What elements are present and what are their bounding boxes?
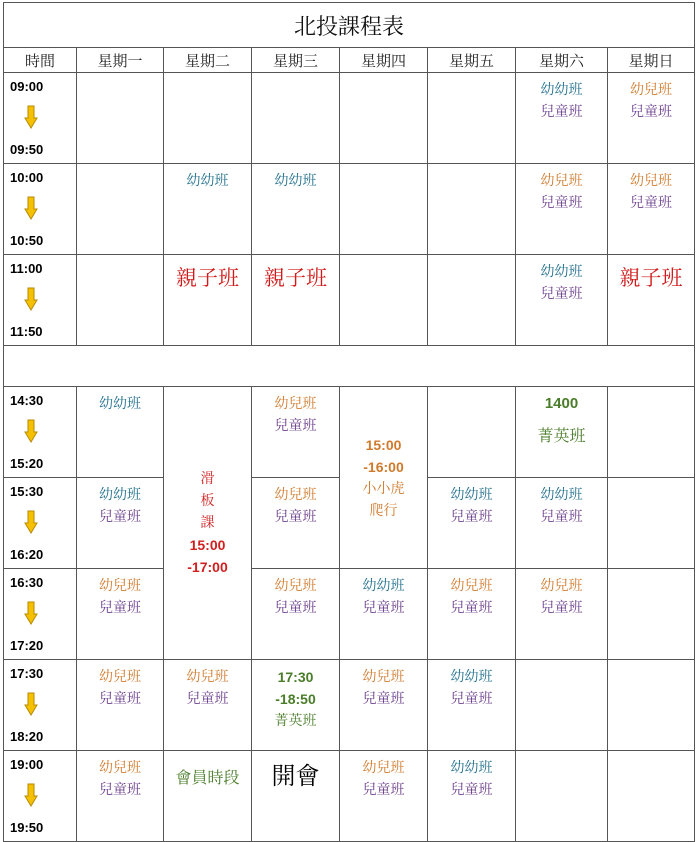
class-cell	[516, 478, 608, 569]
class-label: 兒童班	[274, 600, 317, 616]
slot-start-time: 15:30	[10, 484, 44, 499]
class-cell	[164, 255, 252, 346]
cell-empty	[608, 751, 695, 842]
class-label: 菁英班	[274, 713, 317, 729]
header-wednesday: 星期三	[252, 48, 340, 73]
cell-empty	[340, 164, 428, 255]
slot-end-time: 09:50	[10, 142, 44, 157]
class-cell	[77, 660, 164, 751]
class-label: 開會	[271, 762, 320, 790]
class-label: 幼幼班	[362, 578, 405, 594]
class-label: 兒童班	[540, 104, 583, 120]
time-slot	[4, 751, 77, 842]
header-tuesday: 星期二	[164, 48, 252, 73]
class-cell	[252, 255, 340, 346]
class-label: 兒童班	[99, 782, 141, 798]
class-label: 板	[200, 493, 215, 509]
class-label: 幼兒班	[99, 669, 141, 685]
cell-empty	[608, 387, 695, 478]
cell-empty	[77, 255, 164, 346]
slot-start-time: 19:00	[10, 757, 44, 772]
header-sunday: 星期日	[608, 48, 695, 73]
break-row	[4, 346, 695, 387]
class-label: 幼兒班	[186, 669, 229, 685]
class-cell	[428, 660, 516, 751]
class-label: 幼幼班	[450, 669, 493, 685]
class-label: 滑	[200, 471, 215, 487]
cell-empty	[516, 660, 608, 751]
class-label: 幼兒班	[274, 396, 317, 412]
class-label: 幼兒班	[274, 578, 317, 594]
class-cell	[252, 387, 340, 478]
class-label: 幼幼班	[99, 396, 141, 412]
class-time: -16:00	[363, 458, 404, 475]
header-time: 時間	[4, 48, 77, 73]
class-label: 親子班	[176, 266, 239, 290]
time-slot	[4, 569, 77, 660]
class-cell	[516, 164, 608, 255]
class-label: 兒童班	[450, 782, 493, 798]
time-slot	[4, 73, 77, 164]
slot-start-time: 11:00	[10, 261, 43, 276]
page-title: 北投課程表	[4, 3, 695, 48]
slot-end-time: 17:20	[10, 638, 44, 653]
class-time: -17:00	[187, 559, 228, 575]
class-label: 兒童班	[362, 600, 405, 616]
header-friday: 星期五	[428, 48, 516, 73]
skateboard-class-cell	[164, 387, 252, 660]
time-slot	[4, 478, 77, 569]
class-label: 親子班	[619, 266, 683, 290]
class-label: 幼幼班	[186, 173, 229, 189]
schedule-table	[3, 2, 695, 842]
cell-empty	[77, 164, 164, 255]
class-label: 幼兒班	[630, 173, 672, 189]
down-arrow-icon	[24, 105, 38, 129]
class-label: 幼幼班	[99, 487, 141, 503]
slot-start-time: 09:00	[10, 79, 44, 94]
class-label: 兒童班	[186, 691, 229, 707]
slot-end-time: 11:50	[10, 324, 43, 339]
class-time: 15:00	[365, 436, 402, 453]
class-cell	[608, 73, 695, 164]
down-arrow-icon	[24, 783, 38, 807]
class-label: 兒童班	[362, 782, 405, 798]
slot-start-time: 16:30	[10, 575, 44, 590]
class-label: 幼幼班	[274, 173, 317, 189]
class-cell	[340, 751, 428, 842]
class-label: 兒童班	[630, 195, 672, 211]
class-cell	[516, 387, 608, 478]
cell-empty	[428, 164, 516, 255]
class-label: 幼幼班	[540, 82, 583, 98]
class-cell	[77, 751, 164, 842]
class-cell	[516, 255, 608, 346]
slot-end-time: 15:20	[10, 456, 44, 471]
class-label: 幼兒班	[99, 578, 141, 594]
cell-empty	[164, 73, 252, 164]
class-cell	[77, 387, 164, 478]
class-cell	[77, 478, 164, 569]
crawl-class-cell	[340, 387, 428, 569]
class-label: 會員時段	[175, 768, 240, 787]
class-label: 兒童班	[450, 509, 493, 525]
class-label: 幼兒班	[362, 760, 405, 776]
class-cell	[164, 164, 252, 255]
cell-empty	[608, 569, 695, 660]
class-cell	[252, 660, 340, 751]
class-label: 親子班	[264, 266, 327, 290]
class-label: 兒童班	[99, 509, 141, 525]
down-arrow-icon	[24, 692, 38, 716]
slot-start-time: 10:00	[10, 170, 44, 185]
class-time: 1400	[544, 395, 579, 412]
cell-empty	[252, 73, 340, 164]
class-label: 菁英班	[537, 426, 586, 445]
class-label: 幼幼班	[540, 487, 583, 503]
class-label: 幼兒班	[540, 173, 583, 189]
class-label: 幼兒班	[450, 578, 493, 594]
class-cell	[608, 164, 695, 255]
class-label: 幼兒班	[99, 760, 141, 776]
class-cell	[516, 73, 608, 164]
class-cell	[252, 751, 340, 842]
class-cell	[428, 751, 516, 842]
class-label: 幼幼班	[540, 264, 583, 280]
cell-empty	[608, 660, 695, 751]
cell-empty	[77, 73, 164, 164]
cell-empty	[428, 387, 516, 478]
class-cell	[252, 569, 340, 660]
class-cell	[252, 478, 340, 569]
time-slot	[4, 660, 77, 751]
down-arrow-icon	[24, 287, 38, 311]
header-thursday: 星期四	[340, 48, 428, 73]
class-label: 爬行	[369, 502, 398, 519]
class-cell	[516, 569, 608, 660]
class-cell	[340, 569, 428, 660]
class-label: 幼兒班	[540, 578, 583, 594]
header-monday: 星期一	[77, 48, 164, 73]
time-slot	[4, 164, 77, 255]
down-arrow-icon	[24, 510, 38, 534]
down-arrow-icon	[24, 419, 38, 443]
class-label: 兒童班	[99, 600, 141, 616]
cell-empty	[340, 255, 428, 346]
class-label: 兒童班	[450, 600, 493, 616]
cell-empty	[516, 751, 608, 842]
class-label: 兒童班	[274, 418, 317, 434]
class-cell	[428, 569, 516, 660]
class-label: 幼幼班	[450, 487, 493, 503]
slot-end-time: 16:20	[10, 547, 44, 562]
class-cell	[340, 660, 428, 751]
down-arrow-icon	[24, 196, 38, 220]
class-label: 幼兒班	[362, 669, 405, 685]
class-label: 兒童班	[99, 691, 141, 707]
class-label: 兒童班	[274, 509, 317, 525]
class-time: 17:30	[277, 669, 314, 685]
time-slot	[4, 255, 77, 346]
class-label: 幼兒班	[630, 82, 672, 98]
class-label: 兒童班	[450, 691, 493, 707]
slot-start-time: 14:30	[10, 393, 44, 408]
down-arrow-icon	[24, 601, 38, 625]
class-label: 兒童班	[540, 286, 583, 302]
class-cell	[164, 751, 252, 842]
class-label: 小小虎	[362, 480, 405, 497]
class-label: 幼幼班	[450, 760, 493, 776]
slot-end-time: 19:50	[10, 820, 44, 835]
class-label: 兒童班	[540, 195, 583, 211]
class-label: 兒童班	[540, 509, 583, 525]
cell-empty	[340, 73, 428, 164]
class-cell	[608, 255, 695, 346]
cell-empty	[608, 478, 695, 569]
class-label: 兒童班	[540, 600, 583, 616]
class-label: 兒童班	[630, 104, 672, 120]
class-label: 兒童班	[362, 691, 405, 707]
time-slot	[4, 387, 77, 478]
class-cell	[164, 660, 252, 751]
class-label: 課	[200, 515, 215, 531]
class-cell	[252, 164, 340, 255]
class-time: 15:00	[189, 537, 226, 553]
cell-empty	[428, 255, 516, 346]
cell-empty	[428, 73, 516, 164]
class-cell	[77, 569, 164, 660]
slot-start-time: 17:30	[10, 666, 44, 681]
class-time: -18:50	[275, 691, 316, 707]
slot-end-time: 10:50	[10, 233, 44, 248]
slot-end-time: 18:20	[10, 729, 44, 744]
class-cell	[428, 478, 516, 569]
class-label: 幼兒班	[274, 487, 317, 503]
header-saturday: 星期六	[516, 48, 608, 73]
